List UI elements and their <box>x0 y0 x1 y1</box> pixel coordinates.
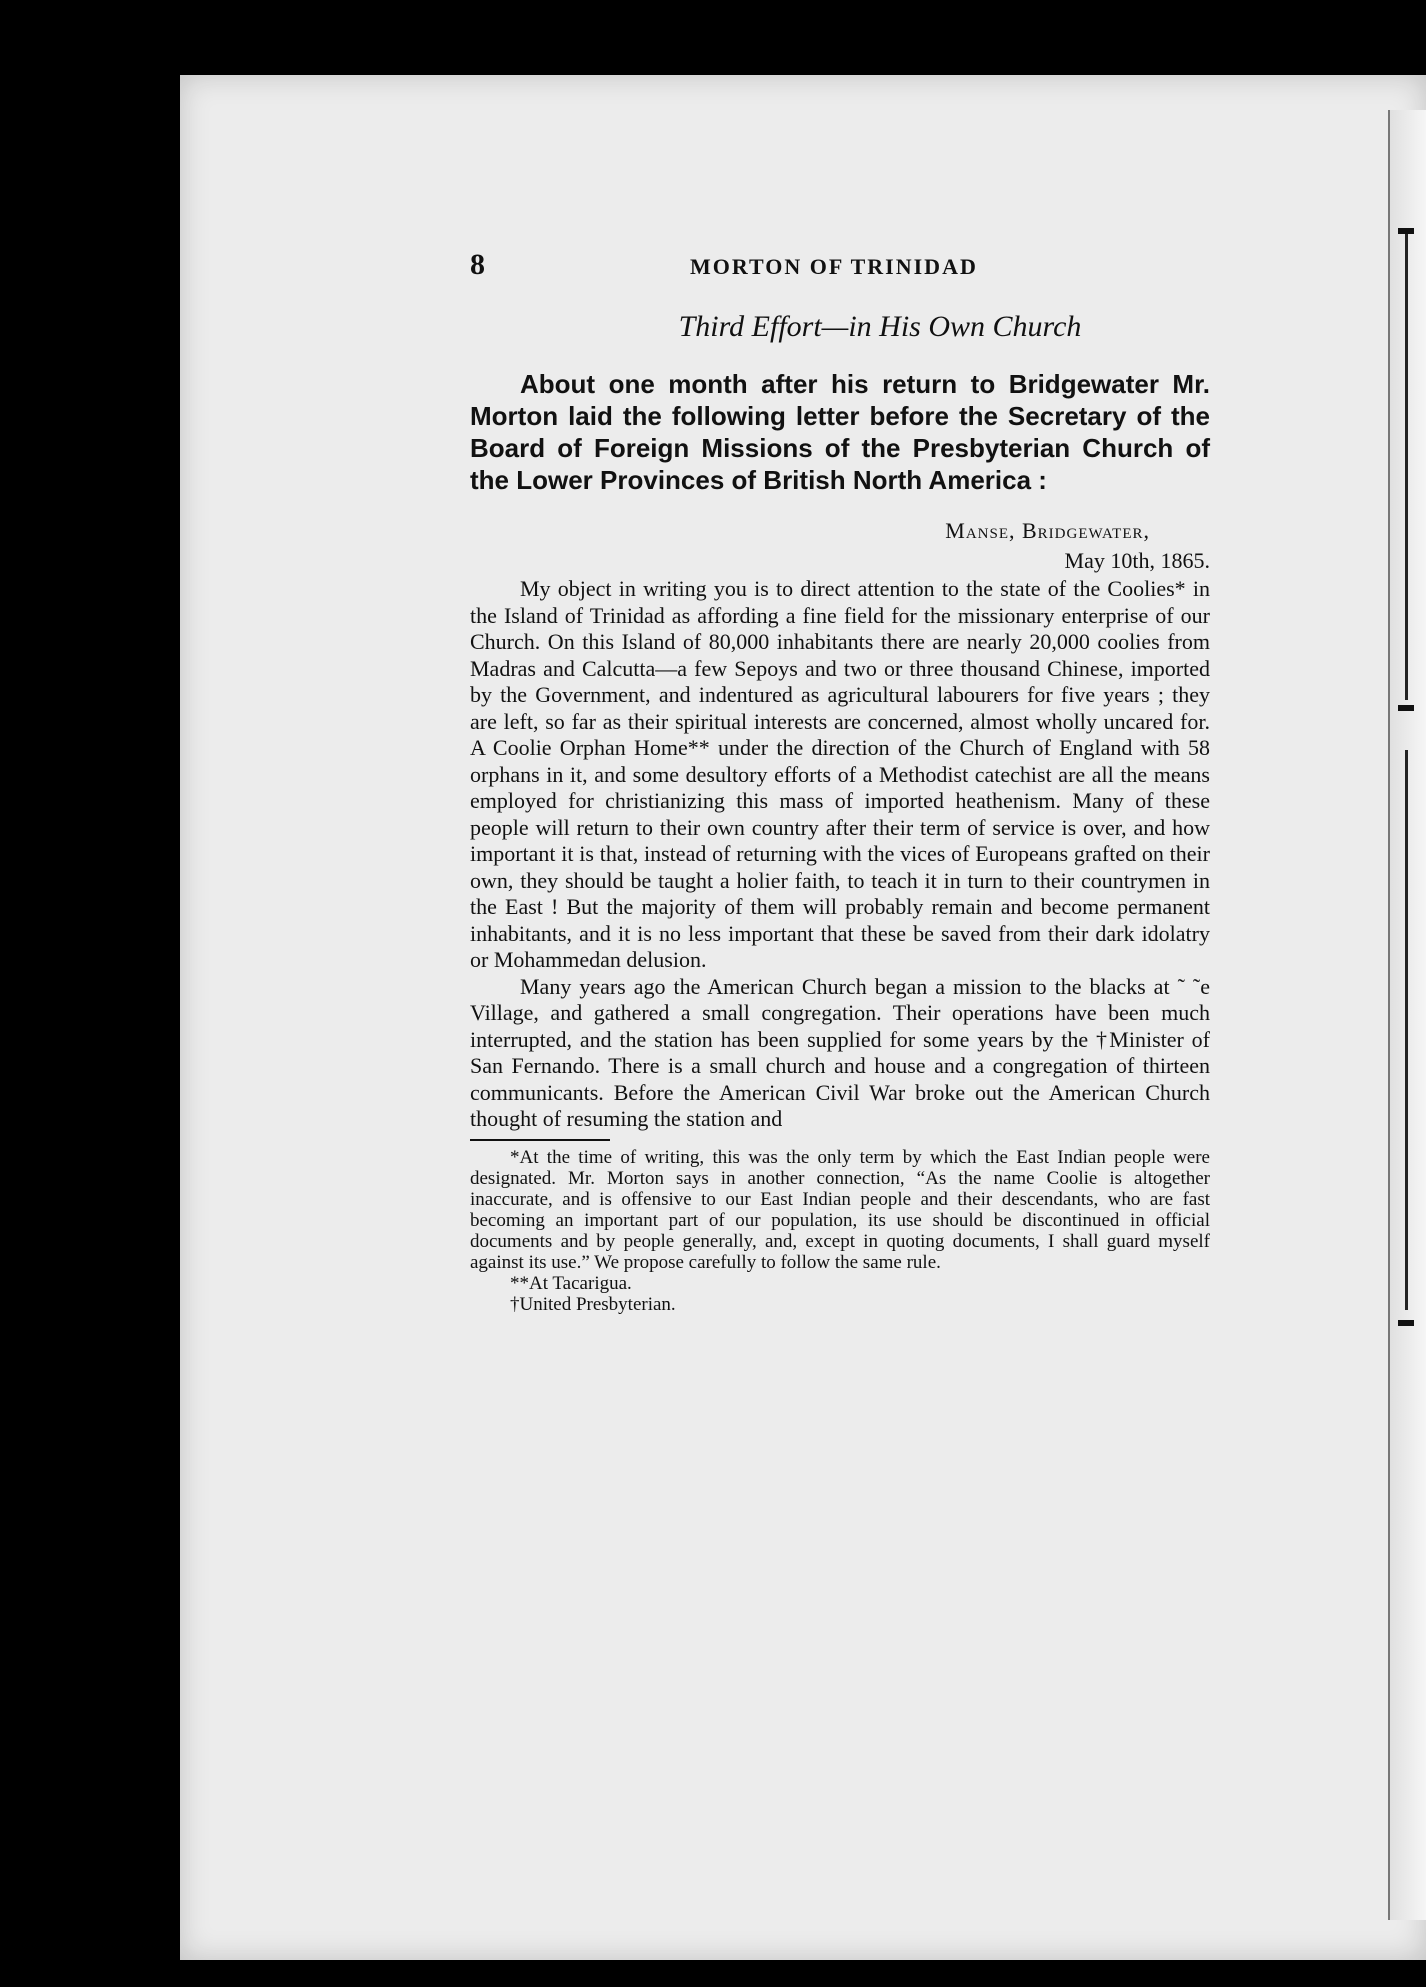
edge-line <box>1405 750 1408 1310</box>
letter-heading <box>470 516 1210 576</box>
edge-mark <box>1398 1320 1414 1326</box>
page-number: 8 <box>470 248 485 281</box>
footnotes <box>470 1147 1210 1315</box>
running-head <box>470 248 1210 298</box>
edge-line <box>1405 230 1408 700</box>
letter-paragraph: My object in writing you is to direct attention to the state of the Coolies* in the Island of Trinidad as affording a fine field for the missionary enterprise of our Church. On this Island of 80,000 inhabitants there are nearly 20,000 coolies from Madras and Calcutta—a few Sepoys and two or three thousand Chinese, imported by the Government, and indentured as agricultural labourers for five years ; they are left, so far as their spiritual interests are concerned, almost wholly uncared for. A Coolie Orphan Home** under the direction of the Church of England with 58 orphans in it, and some desultory efforts of a Methodist catechist are all the means employed for christianizing this mass of imported heathenism. Many of these people will return to their own country after their term of service is over, and how important it is that, instead of returning with the vices of Europeans grafted on their own, they should be taught a holier faith, to teach it in turn to their countrymen in the East ! But the majority of them will probably remain and become permanent inhabitants, and it is no less important that these be saved from their dark idolatry or Mohammedan delusion. <box>470 576 1210 972</box>
running-title: MORTON OF TRINIDAD <box>690 254 978 279</box>
page-content <box>470 248 1210 1315</box>
footnote-rule <box>470 1139 610 1141</box>
letter-sender: Manse, Bridgewater, <box>945 518 1150 543</box>
section-title: Third Effort—in His Own Church <box>678 310 1082 343</box>
page-edge-right <box>1388 110 1426 1920</box>
edge-mark <box>1398 228 1414 234</box>
footnote: †United Presbyterian. <box>510 1293 676 1315</box>
letter-date: May 10th, 1865. <box>1064 548 1210 573</box>
intro-paragraph: About one month after his return to Bridgewater Mr. Morton laid the following letter before the Secretary of the Board of Foreign Missions of the Presbyterian Church of the Lower Provinces of British North America : <box>470 369 1210 495</box>
footnote: *At the time of writing, this was the only term by which the East Indian people were designated. Mr. Morton says in another connection, “As the name Coolie is altogether inaccurate, and is offensive to our East Indian people and their descendants, who are fast becoming an important part of our population, its use should be discontinued in official documents and by people generally, and, except in quoting documents, I shall guard myself against its use.” We propose carefully to follow the same rule. <box>470 1146 1210 1273</box>
letter-paragraph: Many years ago the American Church began a mission to the blacks at ˜ ˜e Village, and gathered a small congregation. Their operations have been much interrupted, and the station has been supplied for some years by the †Minister of San Fernando. There is a small church and house and a congregation of thirteen communicants. Before the American Civil War broke out the American Church thought of resuming the station and <box>470 973 1210 1131</box>
footnote: **At Tacarigua. <box>510 1272 632 1294</box>
edge-mark <box>1398 705 1414 711</box>
